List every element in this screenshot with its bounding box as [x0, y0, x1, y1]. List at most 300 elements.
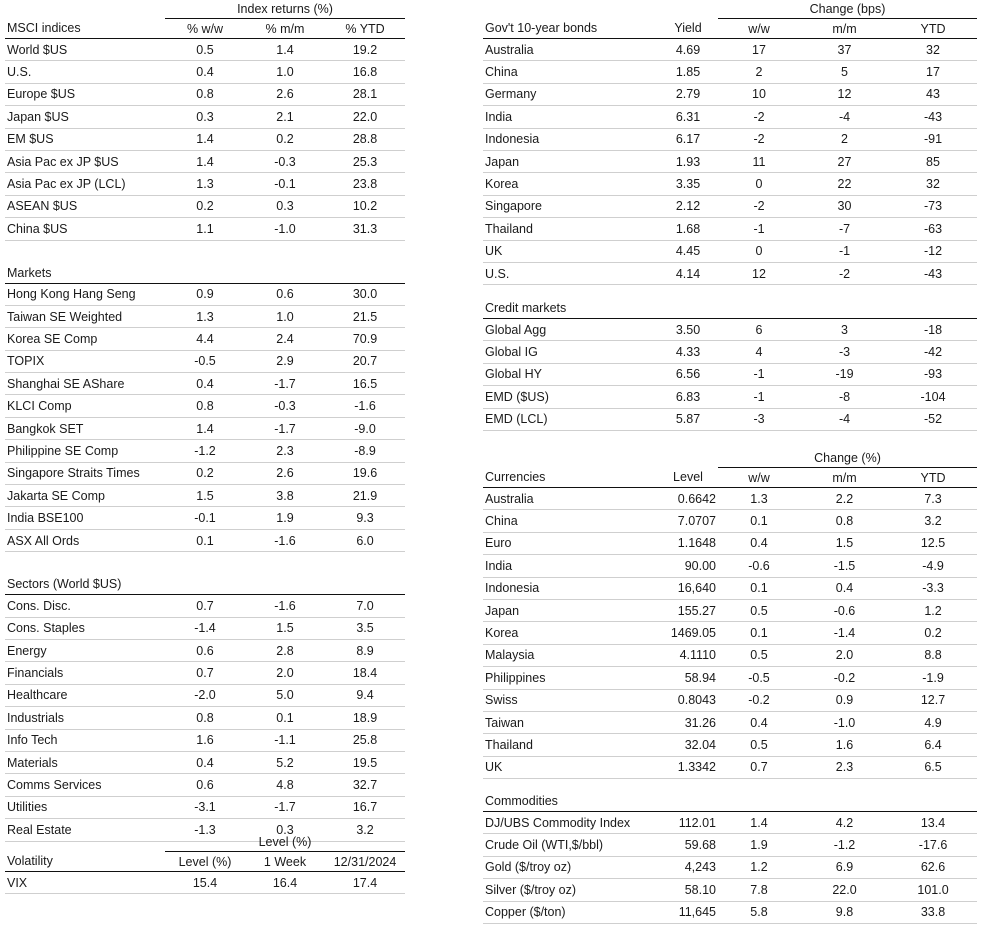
cell-value: 0.1 [718, 577, 800, 599]
cell-value: -0.1 [245, 173, 325, 195]
cell-value: 15.4 [165, 872, 245, 894]
cell-value: 1.1648 [658, 532, 718, 554]
cell-value: 1.4 [718, 812, 800, 834]
cell-value: -104 [889, 386, 977, 408]
cell-value: -1.4 [165, 617, 245, 639]
row-label: Indonesia [483, 577, 658, 599]
cell-value: 17.4 [325, 872, 405, 894]
cell-value: 1.4 [245, 39, 325, 61]
row-label: UK [483, 756, 658, 778]
cell-value: -1 [718, 218, 800, 240]
cell-value: 62.6 [889, 856, 977, 878]
cell-value: -1.6 [245, 529, 325, 551]
cell-value: 9.8 [800, 901, 889, 923]
sector-row [5, 774, 405, 796]
cell-value: -8 [800, 386, 889, 408]
cell-value: 12.7 [889, 689, 977, 711]
cell-value: -42 [889, 341, 977, 363]
credit-header-row [483, 298, 977, 319]
market-row [5, 350, 405, 372]
cell-value: 5.8 [718, 901, 800, 923]
credit-row [483, 386, 977, 408]
cell-value: 18.4 [325, 662, 405, 684]
cell-value: 1.6 [165, 729, 245, 751]
cell-value: -73 [889, 195, 977, 217]
row-label: China [483, 510, 658, 532]
cell-value: 1.0 [245, 305, 325, 327]
bond-row [483, 61, 977, 83]
commodity-row [483, 856, 977, 878]
credit-row [483, 408, 977, 430]
row-label: Global IG [483, 341, 658, 363]
cell-value: 21.9 [325, 485, 405, 507]
row-label: Thailand [483, 218, 658, 240]
row-label: Shanghai SE AShare [5, 373, 165, 395]
cell-value: 0.8 [165, 395, 245, 417]
cell-value: -1.6 [245, 595, 325, 617]
markets-header-row [5, 263, 405, 284]
cell-value: 1.3342 [658, 756, 718, 778]
cell-value: 9.4 [325, 684, 405, 706]
bond-row [483, 262, 977, 284]
cell-value: 4.45 [658, 240, 718, 262]
row-label: Bangkok SET [5, 417, 165, 439]
row-label: Australia [483, 39, 658, 61]
col-header: % YTD [325, 19, 405, 39]
cell-value: 1.0 [245, 61, 325, 83]
cell-value: 11,645 [658, 901, 718, 923]
cell-value: 0.9 [165, 283, 245, 305]
row-label: UK [483, 240, 658, 262]
currency-row [483, 711, 977, 733]
row-label: Global Agg [483, 319, 658, 341]
cell-value: 16.8 [325, 61, 405, 83]
cell-value: 0.1 [165, 529, 245, 551]
row-label: Korea [483, 622, 658, 644]
bond-row [483, 218, 977, 240]
cell-value: 37 [800, 39, 889, 61]
cell-value: 25.8 [325, 729, 405, 751]
col-header: Level (%) [165, 852, 245, 872]
cell-value: -4 [800, 408, 889, 430]
cell-value: 17 [889, 61, 977, 83]
cell-value: 1.9 [245, 507, 325, 529]
cell-value: 70.9 [325, 328, 405, 350]
change-bps-super-header: Change (bps) [718, 0, 977, 19]
cell-value: 8.9 [325, 639, 405, 661]
cell-value: 32.04 [658, 734, 718, 756]
cell-value: 0.2 [245, 128, 325, 150]
row-label: Philippines [483, 667, 658, 689]
row-label: China [483, 61, 658, 83]
cell-value: 85 [889, 150, 977, 172]
cell-value: 3.8 [245, 485, 325, 507]
market-row [5, 485, 405, 507]
msci-row [5, 39, 405, 61]
cell-value: 0.1 [718, 510, 800, 532]
row-label: DJ/UBS Commodity Index [483, 812, 658, 834]
cell-value: 32.7 [325, 774, 405, 796]
cell-value: 30.0 [325, 283, 405, 305]
cell-value: 3 [800, 319, 889, 341]
cell-value: 28.8 [325, 128, 405, 150]
commodity-row [483, 879, 977, 901]
cell-value: 32 [889, 39, 977, 61]
cell-value: 6.56 [658, 363, 718, 385]
cell-value: 0.8 [165, 83, 245, 105]
bonds-header-row [483, 19, 977, 39]
cell-value: 7.0707 [658, 510, 718, 532]
cell-value: 2 [800, 128, 889, 150]
cell-value: 0.5 [718, 734, 800, 756]
cell-value: 0.1 [718, 622, 800, 644]
cell-value: 30 [800, 195, 889, 217]
row-label: Taiwan SE Weighted [5, 305, 165, 327]
cell-value: 0.3 [245, 819, 325, 841]
cell-value: -43 [889, 106, 977, 128]
cell-value: 101.0 [889, 879, 977, 901]
cell-value: 0.3 [245, 195, 325, 217]
cell-value: -1.0 [245, 218, 325, 240]
cell-value: 0.4 [165, 373, 245, 395]
cell-value: 33.8 [889, 901, 977, 923]
col-header: Level [658, 468, 718, 488]
cell-value: 6.0 [325, 529, 405, 551]
cell-value: -2 [718, 195, 800, 217]
cell-value: 28.1 [325, 83, 405, 105]
market-row [5, 529, 405, 551]
row-label: Comms Services [5, 774, 165, 796]
col-header: YTD [889, 19, 977, 39]
msci-row [5, 150, 405, 172]
msci-table [5, 0, 405, 842]
col-header: Gov't 10-year bonds [483, 19, 658, 39]
cell-value: 43 [889, 83, 977, 105]
bond-row [483, 173, 977, 195]
cell-value: 0.1 [245, 707, 325, 729]
cell-value: -1.4 [800, 622, 889, 644]
currency-row [483, 689, 977, 711]
currencies-table [483, 449, 977, 779]
row-label: Silver ($/troy oz) [483, 879, 658, 901]
col-header: Currencies [483, 468, 658, 488]
cell-value: -1.3 [165, 819, 245, 841]
col-header: YTD [889, 468, 977, 488]
cell-value: 20.7 [325, 350, 405, 372]
cell-value: -2 [718, 106, 800, 128]
cell-value: 0.3 [165, 106, 245, 128]
row-label: TOPIX [5, 350, 165, 372]
currency-row [483, 599, 977, 621]
cell-value: -0.6 [800, 599, 889, 621]
col-header: % m/m [245, 19, 325, 39]
cell-value: 90.00 [658, 555, 718, 577]
col-header: w/w [718, 19, 800, 39]
cell-value: 6.17 [658, 128, 718, 150]
cell-value: -0.3 [245, 395, 325, 417]
cell-value: 2.0 [800, 644, 889, 666]
cell-value: 3.50 [658, 319, 718, 341]
cell-value: 3.2 [325, 819, 405, 841]
cell-value: -2.0 [165, 684, 245, 706]
cell-value: 19.6 [325, 462, 405, 484]
cell-value: 2.3 [800, 756, 889, 778]
msci-row [5, 83, 405, 105]
row-label: Swiss [483, 689, 658, 711]
cell-value: 4.33 [658, 341, 718, 363]
volatility-table [5, 833, 405, 894]
commodity-row [483, 834, 977, 856]
level-super-header: Level (%) [165, 833, 405, 852]
cell-value: 1.5 [245, 617, 325, 639]
currency-row [483, 488, 977, 510]
cell-value: 4,243 [658, 856, 718, 878]
cell-value: 0.4 [800, 577, 889, 599]
row-label: EMD (LCL) [483, 408, 658, 430]
cell-value: 8.8 [889, 644, 977, 666]
cell-value: -4 [800, 106, 889, 128]
row-label: Info Tech [5, 729, 165, 751]
cell-value: 6.5 [889, 756, 977, 778]
cell-value: 5.87 [658, 408, 718, 430]
cell-value: 4 [718, 341, 800, 363]
cell-value: 6.83 [658, 386, 718, 408]
cell-value: 4.1110 [658, 644, 718, 666]
row-label: Hong Kong Hang Seng [5, 283, 165, 305]
cell-value: 16,640 [658, 577, 718, 599]
cell-value: -18 [889, 319, 977, 341]
row-label: EM $US [5, 128, 165, 150]
cell-value: -1.2 [165, 440, 245, 462]
row-label: ASX All Ords [5, 529, 165, 551]
row-label: Euro [483, 532, 658, 554]
row-label: Real Estate [5, 819, 165, 841]
row-label: Crude Oil (WTI,$/bbl) [483, 834, 658, 856]
msci-row [5, 218, 405, 240]
cell-value: 4.9 [889, 711, 977, 733]
cell-value: -0.1 [165, 507, 245, 529]
row-label: KLCI Comp [5, 395, 165, 417]
cell-value: -0.6 [718, 555, 800, 577]
cell-value: 1.85 [658, 61, 718, 83]
market-row [5, 417, 405, 439]
markets-section-title: Markets [5, 263, 405, 284]
cell-value: 1.3 [165, 305, 245, 327]
cell-value: 1.1 [165, 218, 245, 240]
market-row [5, 283, 405, 305]
row-label: Germany [483, 83, 658, 105]
row-label: Copper ($/ton) [483, 901, 658, 923]
col-header: 12/31/2024 [325, 852, 405, 872]
row-label: Singapore Straits Times [5, 462, 165, 484]
cell-value: 0.9 [800, 689, 889, 711]
row-label: Thailand [483, 734, 658, 756]
cell-value: 0.2 [165, 195, 245, 217]
cell-value: 0.2 [165, 462, 245, 484]
cell-value: 0.4 [718, 532, 800, 554]
row-label: Global HY [483, 363, 658, 385]
cell-value: -1.5 [800, 555, 889, 577]
cell-value: -17.6 [889, 834, 977, 856]
cell-value: 3.5 [325, 617, 405, 639]
cell-value: 0.6 [165, 639, 245, 661]
msci-row [5, 195, 405, 217]
cell-value: 3.35 [658, 173, 718, 195]
cell-value: 9.3 [325, 507, 405, 529]
cell-value: 2.12 [658, 195, 718, 217]
cell-value: 1469.05 [658, 622, 718, 644]
cell-value: 7.0 [325, 595, 405, 617]
cell-value: 4.2 [800, 812, 889, 834]
cell-value: 1.2 [718, 856, 800, 878]
cell-value: -0.2 [718, 689, 800, 711]
market-row [5, 440, 405, 462]
cell-value: 32 [889, 173, 977, 195]
sector-row [5, 729, 405, 751]
cell-value: -2 [800, 262, 889, 284]
cell-value: 0.5 [165, 39, 245, 61]
cell-value: 2.6 [245, 83, 325, 105]
market-row [5, 395, 405, 417]
volatility-header-row [5, 852, 405, 872]
cell-value: 0.8 [800, 510, 889, 532]
row-label: U.S. [5, 61, 165, 83]
cell-value: -1.2 [800, 834, 889, 856]
row-label: ASEAN $US [5, 195, 165, 217]
row-label: Korea [483, 173, 658, 195]
row-label: Philippine SE Comp [5, 440, 165, 462]
cell-value: 22.0 [800, 879, 889, 901]
cell-value: -1.7 [245, 796, 325, 818]
bond-row [483, 195, 977, 217]
cell-value: 16.7 [325, 796, 405, 818]
cell-value: -0.2 [800, 667, 889, 689]
cell-value: 0.7 [165, 662, 245, 684]
cell-value: 25.3 [325, 150, 405, 172]
market-row [5, 373, 405, 395]
msci-row [5, 61, 405, 83]
credit-table [483, 298, 977, 431]
row-label: Materials [5, 751, 165, 773]
row-label: India BSE100 [5, 507, 165, 529]
cell-value: 0.4 [165, 61, 245, 83]
cell-value: 16.4 [245, 872, 325, 894]
sector-row [5, 796, 405, 818]
row-label: Korea SE Comp [5, 328, 165, 350]
cell-value: 16.5 [325, 373, 405, 395]
cell-value: -7 [800, 218, 889, 240]
row-label: Jakarta SE Comp [5, 485, 165, 507]
row-label: Malaysia [483, 644, 658, 666]
commodity-row [483, 901, 977, 923]
cell-value: 10 [718, 83, 800, 105]
row-label: World $US [5, 39, 165, 61]
cell-value: 0.5 [718, 644, 800, 666]
col-header: w/w [718, 468, 800, 488]
credit-row [483, 319, 977, 341]
cell-value: 19.5 [325, 751, 405, 773]
cell-value: 6.31 [658, 106, 718, 128]
bond-row [483, 128, 977, 150]
cell-value: 6.9 [800, 856, 889, 878]
cell-value: 21.5 [325, 305, 405, 327]
cell-value: 4.4 [165, 328, 245, 350]
cell-value: 1.4 [165, 417, 245, 439]
cell-value: 2.3 [245, 440, 325, 462]
cell-value: 2.1 [245, 106, 325, 128]
cell-value: 1.9 [718, 834, 800, 856]
row-label: Taiwan [483, 711, 658, 733]
row-label: Japan [483, 599, 658, 621]
cell-value: 2.0 [245, 662, 325, 684]
market-row [5, 328, 405, 350]
change-pct-super-header: Change (%) [718, 449, 977, 468]
cell-value: -91 [889, 128, 977, 150]
sectors-header-row [5, 574, 405, 595]
market-row [5, 305, 405, 327]
row-label: Industrials [5, 707, 165, 729]
cell-value: 4.69 [658, 39, 718, 61]
credit-row [483, 363, 977, 385]
cell-value: 112.01 [658, 812, 718, 834]
cell-value: -9.0 [325, 417, 405, 439]
cell-value: -3.1 [165, 796, 245, 818]
cell-value: 22.0 [325, 106, 405, 128]
cell-value: 10.2 [325, 195, 405, 217]
cell-value: -0.3 [245, 150, 325, 172]
row-label: Asia Pac ex JP $US [5, 150, 165, 172]
commodities-section-title: Commodities [483, 791, 977, 812]
cell-value: -3 [800, 341, 889, 363]
cell-value: 22 [800, 173, 889, 195]
cell-value: -8.9 [325, 440, 405, 462]
cell-value: 0.4 [718, 711, 800, 733]
cell-value: -1.7 [245, 417, 325, 439]
cell-value: 2.6 [245, 462, 325, 484]
row-label: EMD ($US) [483, 386, 658, 408]
cell-value: 0.8 [165, 707, 245, 729]
cell-value: 1.3 [718, 488, 800, 510]
row-label: Australia [483, 488, 658, 510]
cell-value: 0.6642 [658, 488, 718, 510]
currency-row [483, 510, 977, 532]
row-label: Singapore [483, 195, 658, 217]
row-label: Financials [5, 662, 165, 684]
cell-value: -3.3 [889, 577, 977, 599]
cell-value: 17 [718, 39, 800, 61]
cell-value: 5 [800, 61, 889, 83]
cell-value: 2.79 [658, 83, 718, 105]
cell-value: -63 [889, 218, 977, 240]
index-returns-super-header: Index returns (%) [165, 0, 405, 19]
cell-value: 12 [718, 262, 800, 284]
cell-value: 59.68 [658, 834, 718, 856]
cell-value: -93 [889, 363, 977, 385]
cell-value: 4.8 [245, 774, 325, 796]
col-header: Yield [658, 19, 718, 39]
currency-row [483, 734, 977, 756]
cell-value: 2.2 [800, 488, 889, 510]
cell-value: 1.3 [165, 173, 245, 195]
bond-row [483, 39, 977, 61]
msci-row [5, 106, 405, 128]
currencies-header-row [483, 468, 977, 488]
cell-value: -43 [889, 262, 977, 284]
cell-value: 1.5 [165, 485, 245, 507]
credit-row [483, 341, 977, 363]
row-label: VIX [5, 872, 165, 894]
cell-value: 1.93 [658, 150, 718, 172]
